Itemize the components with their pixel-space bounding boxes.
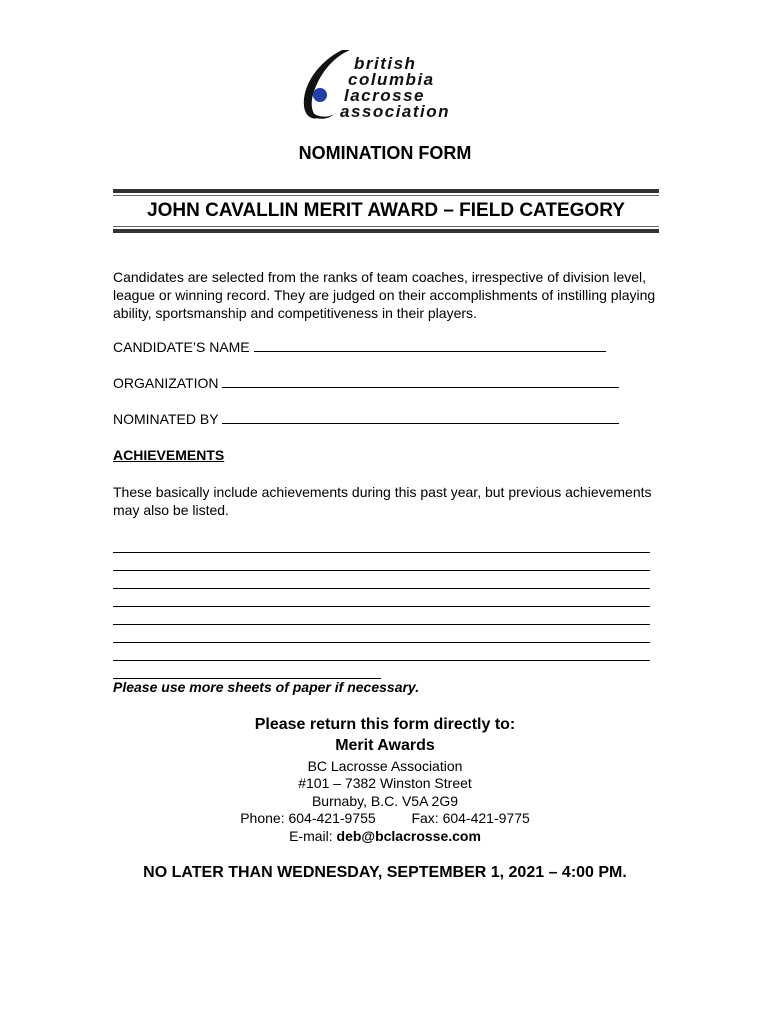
nominated-by-line[interactable]	[222, 411, 619, 424]
writing-line[interactable]	[113, 570, 650, 571]
writing-line[interactable]	[113, 606, 650, 607]
return-recipient: Merit Awards	[335, 737, 435, 754]
form-title: NOMINATION FORM	[298, 143, 472, 163]
phone-label: Phone:	[240, 810, 285, 826]
top-rule-thin	[113, 195, 659, 196]
more-sheets-note: Please use more sheets of paper if necessary.	[113, 679, 420, 695]
achievements-description: These basically include achievements during this past year, but previous achievements may also be listed.	[113, 484, 652, 518]
writing-line[interactable]	[113, 660, 650, 661]
organization-line[interactable]	[222, 375, 619, 388]
top-rule	[113, 189, 659, 193]
logo-line: lacrosse	[344, 86, 425, 105]
achievements-heading: ACHIEVEMENTS	[113, 447, 225, 463]
return-heading: Please return this form directly to:	[254, 716, 516, 733]
nominated-by-field	[113, 411, 619, 427]
writing-line[interactable]	[113, 642, 650, 643]
address-city: Burnaby, B.C. V5A 2G9	[311, 793, 459, 809]
address-street: #101 – 7382 Winston Street	[298, 775, 472, 791]
email-label: E-mail:	[289, 828, 333, 844]
intro-paragraph: Candidates are selected from the ranks of team coaches, irrespective of division level, league or winning record. They are judged on their accomplishments of instilling playing ability, sportsmanship and competitiveness in their players.	[113, 269, 656, 321]
nominated-by-label: NOMINATED BY	[113, 411, 219, 427]
email-link[interactable]: deb@bclacrosse.com	[336, 828, 481, 844]
deadline: NO LATER THAN WEDNESDAY, SEPTEMBER 1, 2021 – 4:00 PM.	[143, 864, 627, 881]
candidate-name-field	[113, 339, 606, 355]
fax-number: 604-421-9775	[442, 810, 530, 826]
organization-label: ORGANIZATION	[113, 375, 219, 391]
logo-line: columbia	[348, 70, 435, 89]
fax-label: Fax:	[411, 810, 439, 826]
writing-line[interactable]	[113, 624, 650, 625]
candidate-name-line[interactable]	[254, 339, 606, 352]
bottom-rule	[113, 229, 659, 233]
writing-line[interactable]	[113, 552, 650, 553]
award-title: JOHN CAVALLIN MERIT AWARD – FIELD CATEGORY	[147, 200, 625, 221]
logo-line: association	[340, 102, 451, 121]
writing-line[interactable]	[113, 588, 650, 589]
phone-fax-line	[0, 809, 770, 827]
logo-wordmark	[340, 54, 451, 121]
email-line	[0, 827, 770, 845]
candidate-name-label: CANDIDATE’S NAME	[113, 339, 250, 355]
phone-number: 604-421-9755	[288, 810, 376, 826]
logo-line: british	[354, 54, 417, 73]
organization-field	[113, 375, 619, 391]
bottom-rule-thin	[113, 226, 659, 227]
address-org: BC Lacrosse Association	[307, 758, 463, 774]
